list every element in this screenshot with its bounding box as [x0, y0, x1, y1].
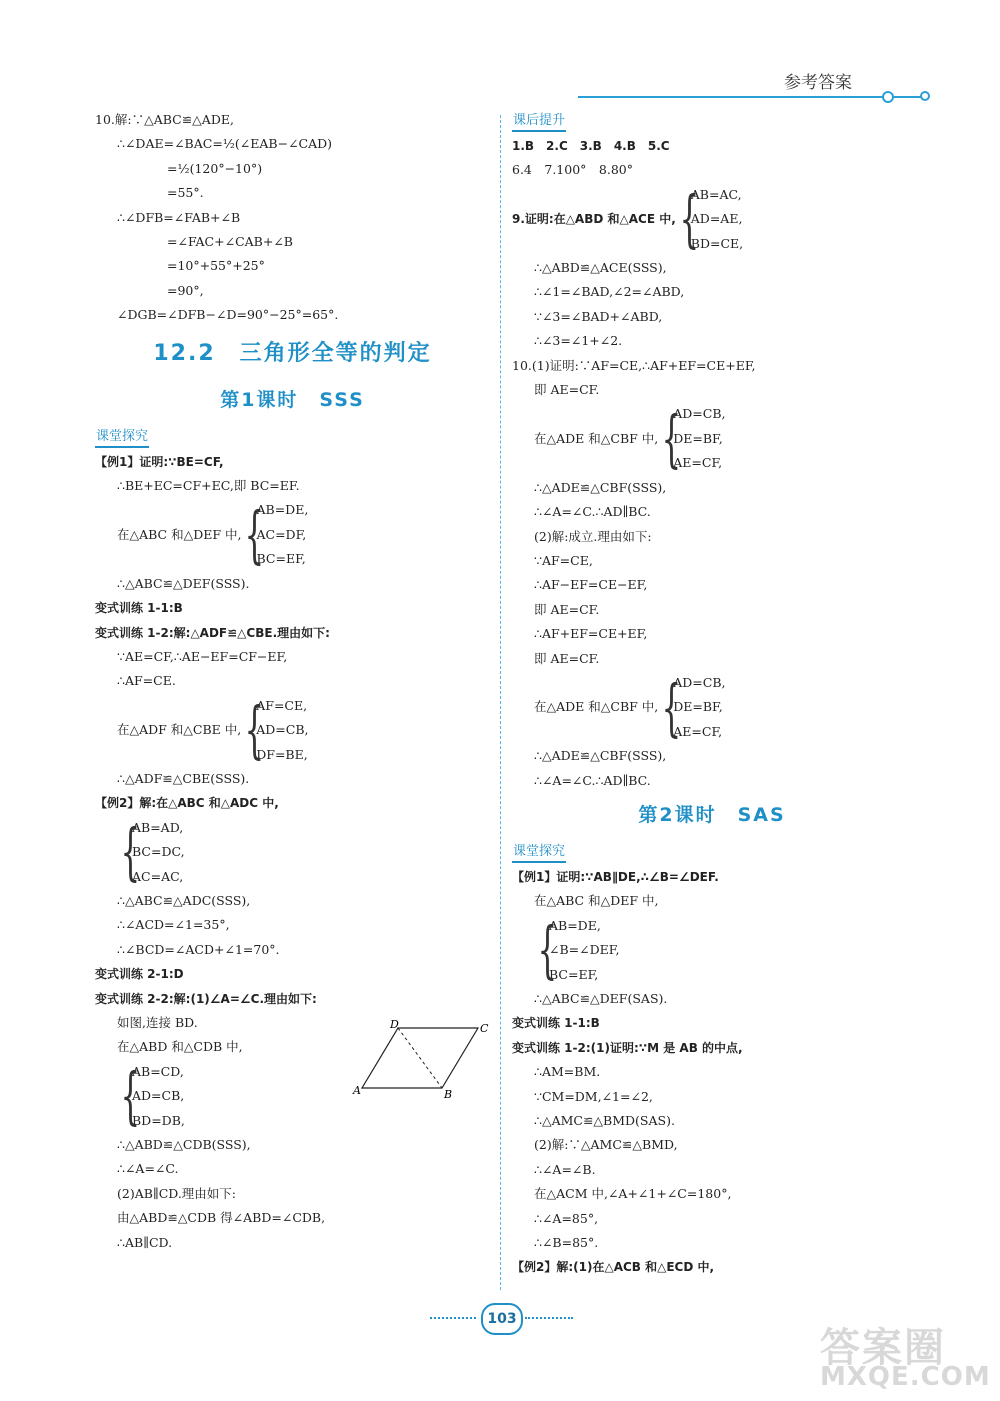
variant-heading: 变式训练 2-2:解:(1)∠A=∠C.理由如下: — [95, 991, 317, 1006]
parallelogram-figure — [350, 1020, 490, 1100]
solution-line: 由△ABD≌△CDB 得∠ABD=∠CDB, — [117, 1210, 326, 1226]
condition: AD=CB, — [132, 1088, 185, 1104]
solution-line: ∴△ABD≌△ACE(SSS), — [534, 260, 667, 276]
condition: AB=DE, — [256, 502, 309, 518]
solution-line: ∵∠3=∠BAD+∠ABD, — [534, 308, 663, 324]
solution-line: 如图,连接 BD. — [117, 1015, 198, 1030]
solution-line: ∴∠A=∠C. — [117, 1161, 179, 1177]
solution-line: ∵AF=CE, — [534, 552, 593, 568]
brace-symbol: { — [679, 182, 699, 256]
question-heading: 10.(1)证明:∵AF=CE,∴AF+EF=CE+EF, — [512, 357, 756, 373]
condition-group — [512, 402, 912, 475]
condition: AF=CE, — [256, 697, 308, 713]
brace-symbol: { — [661, 402, 682, 476]
solution-line: 即 AE=CF. — [534, 382, 600, 398]
condition-group — [95, 498, 490, 571]
right-column — [512, 108, 912, 1280]
condition: AE=CF, — [673, 455, 723, 471]
example-heading: 【例1】证明:∵AB∥DE,∴∠B=∠DEF. — [512, 869, 719, 884]
solution-line: ∵CM=DM,∠1=∠2, — [534, 1088, 653, 1104]
header-dot — [882, 91, 894, 103]
condition: BC=DC, — [132, 844, 185, 860]
condition: AB=DE, — [549, 917, 601, 933]
footer-dots-left — [430, 1317, 476, 1319]
solution-line: 在△ABD 和△CDB 中, — [117, 1039, 243, 1055]
solution-line: 在△ACM 中,∠A+∠1+∠C=180°, — [534, 1186, 732, 1202]
page-number: 103 — [481, 1303, 523, 1335]
condition-intro: 在△ADF 和△CBE 中, — [117, 722, 242, 738]
answer-line: 1.B 2.C 3.B 4.B 5.C — [512, 139, 670, 153]
variant-answer: 变式训练 2-1:D — [95, 967, 184, 982]
solution-line: ∴AB∥CD. — [117, 1234, 173, 1250]
solution-line: 即 AE=CF. — [534, 601, 600, 617]
solution-line: ∴△ADE≌△CBF(SSS), — [534, 748, 667, 764]
condition: AB=AC, — [690, 186, 742, 202]
brace-symbol: { — [244, 693, 265, 767]
q10-line: =90°, — [167, 282, 204, 298]
condition: AC=AC, — [132, 868, 184, 884]
solution-line: (2)解:∵△AMC≌△BMD, — [534, 1137, 678, 1153]
solution-line: ∴∠ACD=∠1=35°, — [117, 917, 230, 933]
solution-line: ∴△ADE≌△CBF(SSS), — [534, 479, 667, 495]
condition: ∠B=∠DEF, — [549, 942, 620, 958]
q10-line: 10.解:∵△ABC≌△ADE, — [95, 112, 234, 127]
condition: DE=BF, — [673, 699, 723, 715]
label-d: D — [390, 1020, 399, 1031]
watermark-text: 答案圈 — [820, 1325, 946, 1371]
diagonal-bd — [398, 1028, 442, 1088]
brace-symbol: { — [661, 670, 682, 744]
label-c: C — [480, 1022, 489, 1035]
q10-line: ∴∠DAE=∠BAC=½(∠EAB−∠CAD) — [117, 136, 333, 152]
column-divider — [500, 115, 501, 1290]
solution-line: 在△ABC 和△DEF 中, — [534, 893, 659, 909]
label-b: B — [444, 1088, 453, 1100]
solution-line: ∴∠B=85°. — [534, 1235, 599, 1251]
solution-line: ∵AE=CF,∴AE−EF=CF−EF, — [117, 648, 288, 664]
q10-line: =∠FAC+∠CAB+∠B — [167, 234, 293, 250]
condition: BD=CE, — [690, 235, 744, 251]
condition: DE=BF, — [673, 430, 723, 446]
solution-line: ∴AM=BM. — [534, 1064, 601, 1080]
condition-group — [512, 914, 912, 987]
condition: BC=EF, — [256, 551, 306, 567]
solution-line: ∴△ADF≌△CBE(SSS). — [117, 770, 250, 786]
condition: AC=DF, — [256, 526, 307, 542]
watermark-logo — [820, 1316, 991, 1392]
condition: AD=AE, — [690, 211, 743, 227]
solution-line: ∴△ABC≌△DEF(SAS). — [534, 991, 668, 1006]
solution-line: (2)AB∥CD.理由如下: — [117, 1185, 237, 1201]
solution-line: ∴BE+EC=CF+EC,即 BC=EF. — [117, 478, 300, 494]
solution-line: ∴AF=CE. — [117, 673, 176, 689]
condition: BD=DB, — [132, 1112, 185, 1128]
header-rule — [578, 96, 884, 98]
condition-group — [512, 671, 912, 744]
solution-line: ∴∠A=∠C.∴AD∥BC. — [534, 772, 651, 788]
example-heading: 【例2】解:(1)在△ACB 和△ECD 中, — [512, 1260, 715, 1275]
solution-line: 即 AE=CF. — [534, 650, 600, 666]
solution-line: ∴△ABC≌△ADC(SSS), — [117, 892, 251, 908]
header-rule-end — [894, 96, 922, 98]
brace-symbol: { — [244, 498, 265, 572]
solution-line: ∴∠A=85°, — [534, 1210, 599, 1226]
solution-line: ∴AF−EF=CE−EF, — [534, 577, 648, 593]
condition: AB=AD, — [132, 819, 184, 835]
q10-line: =55°. — [167, 185, 204, 201]
section-tag: 课后提升 — [512, 112, 566, 132]
header-dot-end — [920, 91, 930, 101]
brace-symbol: { — [537, 913, 558, 987]
example-heading: 【例1】证明:∵BE=CF, — [95, 454, 224, 469]
condition-intro: 9.证明:在△ABD 和△ACE 中, — [512, 212, 676, 227]
solution-line: ∴∠A=∠C.∴AD∥BC. — [534, 504, 651, 520]
solution-line: ∴∠A=∠B. — [534, 1161, 596, 1177]
brace-symbol: { — [120, 1059, 141, 1133]
solution-line: ∴∠3=∠1+∠2. — [534, 333, 623, 349]
condition-intro: 在△ADE 和△CBF 中, — [534, 699, 659, 715]
solution-line: ∴△ABC≌△DEF(SSS). — [117, 575, 250, 591]
condition-group — [95, 694, 490, 767]
solution-line: ∴△AMC≌△BMD(SAS). — [534, 1113, 675, 1129]
condition-group — [512, 183, 912, 256]
variant-heading: 变式训练 1-2:(1)证明:∵M 是 AB 的中点, — [512, 1040, 743, 1055]
watermark-url: MXQE.COM — [820, 1362, 991, 1392]
condition-intro: 在△ABC 和△DEF 中, — [117, 526, 242, 542]
variant-answer: 变式训练 1-1:B — [512, 1016, 600, 1031]
solution-line: ∴△ABD≌△CDB(SSS), — [117, 1137, 251, 1153]
condition: AD=CB, — [673, 406, 726, 422]
solution-line: (2)解:成立.理由如下: — [534, 528, 652, 544]
condition-group — [95, 816, 490, 889]
condition-intro: 在△ADE 和△CBF 中, — [534, 430, 659, 446]
q10-line: ∠DGB=∠DFB−∠D=90°−25°=65°. — [117, 307, 339, 323]
q10-line: ∴∠DFB=∠FAB+∠B — [117, 209, 241, 225]
condition: AE=CF, — [673, 723, 723, 739]
lesson-title: 第1课时 SSS — [220, 388, 365, 411]
section-title: 12.2 三角形全等的判定 — [153, 340, 432, 366]
footer-dots-right — [525, 1317, 573, 1319]
solution-line: ∴∠BCD=∠ACD+∠1=70°. — [117, 941, 280, 957]
section-tag: 课堂探究 — [95, 428, 149, 448]
q10-line: =½(120°−10°) — [167, 160, 263, 176]
solution-line: ∴∠1=∠BAD,∠2=∠ABD, — [534, 284, 685, 300]
example-heading: 【例2】解:在△ABC 和△ADC 中, — [95, 796, 279, 811]
condition: AD=CB, — [256, 722, 309, 738]
page-header — [0, 0, 1000, 120]
condition: DF=BE, — [256, 746, 308, 762]
variant-heading: 变式训练 1-2:解:△ADF≌△CBE.理由如下: — [95, 625, 330, 640]
section-tag: 课堂探究 — [512, 843, 566, 863]
condition: AD=CB, — [673, 674, 726, 690]
brace-symbol: { — [120, 815, 141, 889]
header-title: 参考答案 — [784, 73, 852, 93]
solution-line: ∴AF+EF=CE+EF, — [534, 626, 648, 642]
q10-line: =10°+55°+25° — [167, 258, 265, 274]
condition: BC=EF, — [549, 966, 599, 982]
lesson-title: 第2课时 SAS — [638, 803, 786, 826]
answer-line: 6.4 7.100° 8.80° — [512, 162, 633, 178]
variant-answer: 变式训练 1-1:B — [95, 601, 183, 616]
label-a: A — [353, 1084, 361, 1097]
condition: AB=CD, — [132, 1063, 184, 1079]
